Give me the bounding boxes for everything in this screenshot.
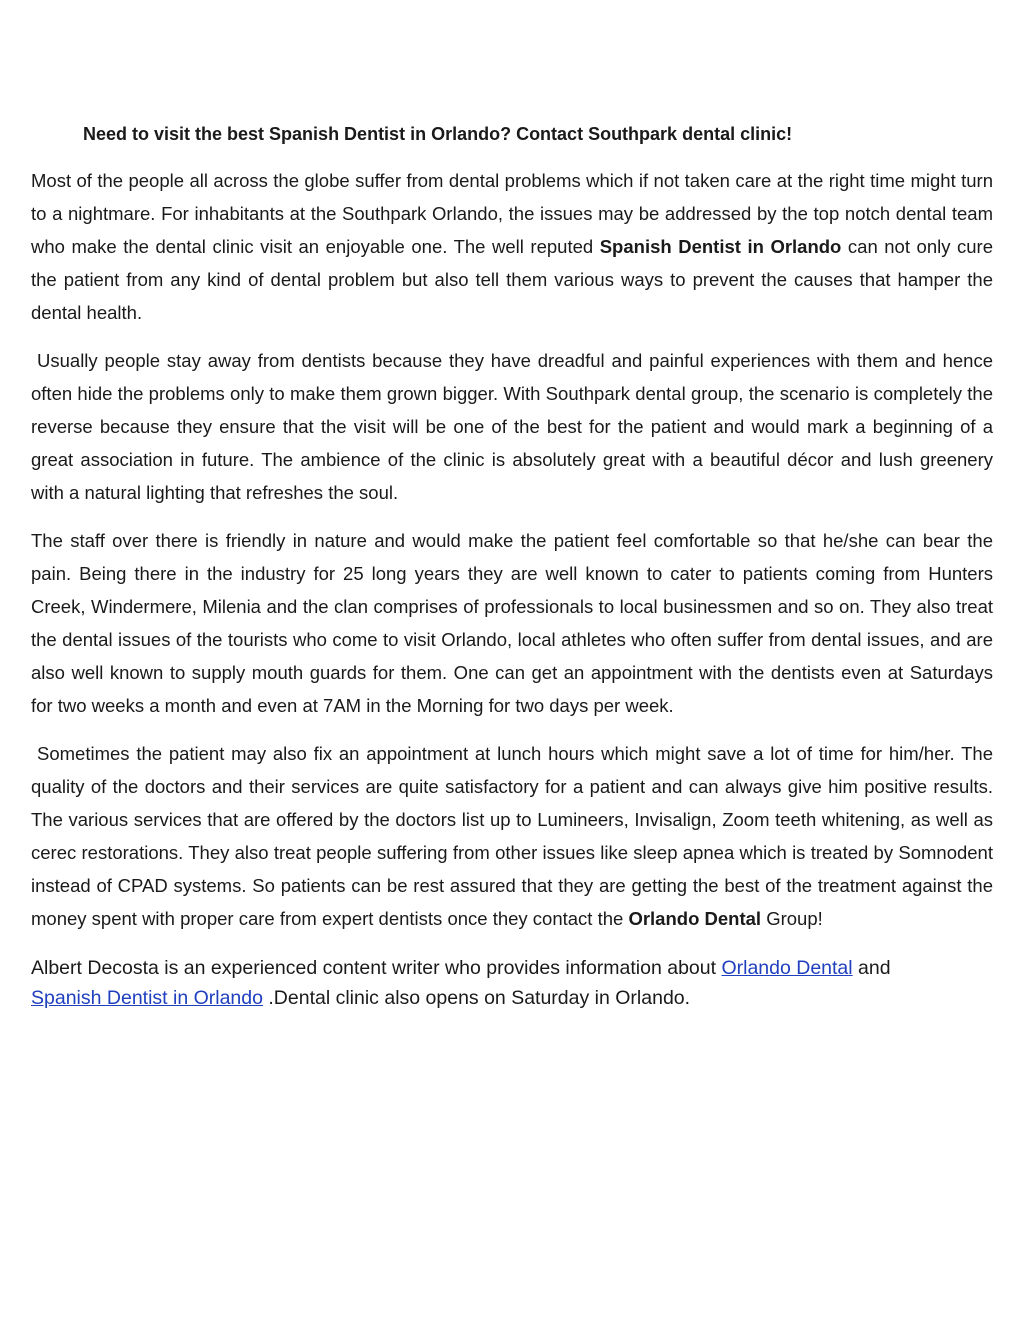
author-bio-text-2: and (852, 957, 891, 979)
document-page (31, 120, 993, 1013)
paragraph-1-text-c: can not only cure the patient from any kind of dental problem but also tell them various ways to prevent the causes that hamper the dental health. (31, 236, 993, 323)
paragraph-1-bold-keyword: Spanish Dentist in Orlando (599, 236, 842, 257)
page-title (83, 120, 993, 148)
paragraph-4 (31, 737, 993, 935)
title-part-1: Need to visit the best (83, 124, 270, 144)
paragraph-2: Usually people stay away from dentists because they have dreadful and painful experiences with them and hence often hide the problems only to make them grown bigger. With Southpark dental group, the scenario is completely the reverse because they ensure that the visit will be one of the best for the patient and would mark a beginning of a great association in future. The ambience of the clinic is absolutely great with a beautiful décor and lush greenery with a natural lighting that refreshes the soul. (31, 350, 993, 503)
author-bio-text-3: .Dental clinic also opens on Saturday in Orlando. (262, 987, 691, 1009)
spanish-dentist-link[interactable]: Spanish Dentist in Orlando (31, 987, 263, 1009)
title-part-2: Spanish Dentist in Orlando? (269, 124, 512, 144)
title-part-3: Contact Southpark dental clinic! (511, 124, 793, 144)
paragraph-4-bold-keyword: Orlando Dental (628, 908, 762, 929)
paragraph-4-text-c: Group! (761, 908, 823, 929)
paragraph-1 (31, 164, 993, 329)
orlando-dental-link[interactable]: Orlando Dental (721, 957, 853, 979)
author-bio-text-1: Albert Decosta is an experienced content writer who provides information about (31, 957, 722, 979)
paragraph-3: The staff over there is friendly in nature and would make the patient feel comfortable so that he/she can bear the pain. Being there in the industry for 25 long years they are well known to cater to patients coming from Hunters Creek, Windermere, Milenia and the clan comprises of professionals to local businessmen and so on. They also treat the dental issues of the tourists who come to visit Orlando, local athletes who often suffer from dental issues, and are also well known to supply mouth guards for them. One can get an appointment with the dentists even at Saturdays for two weeks a month and even at 7AM in the Morning for two days per week. (31, 530, 993, 716)
author-bio (31, 953, 993, 1013)
paragraph-4-text-a: Sometimes the patient may also fix an appointment at lunch hours which might save a lot of time for him/her. The quality of the doctors and their services are quite satisfactory for a patient and can always give him positive results. The various services that are offered by the doctors list up to Lumineers, Invisalign, Zoom teeth whitening, as well as cerec restorations. They also treat people suffering from other issues like sleep apnea which is treated by Somnodent instead of CPAD systems. So patients can be rest assured that they are getting the best of the treatment against the money spent with proper care from expert dentists once they contact the (31, 743, 993, 929)
paragraph-1-text-a: Most of the people all across the globe suffer from dental problems which if not taken care at the right time might turn to a nightmare. For inhabitants at the Southpark Orlando, the issues may be addressed by the top notch dental team who make the dental clinic visit an enjoyable one. The well reputed (31, 170, 993, 257)
